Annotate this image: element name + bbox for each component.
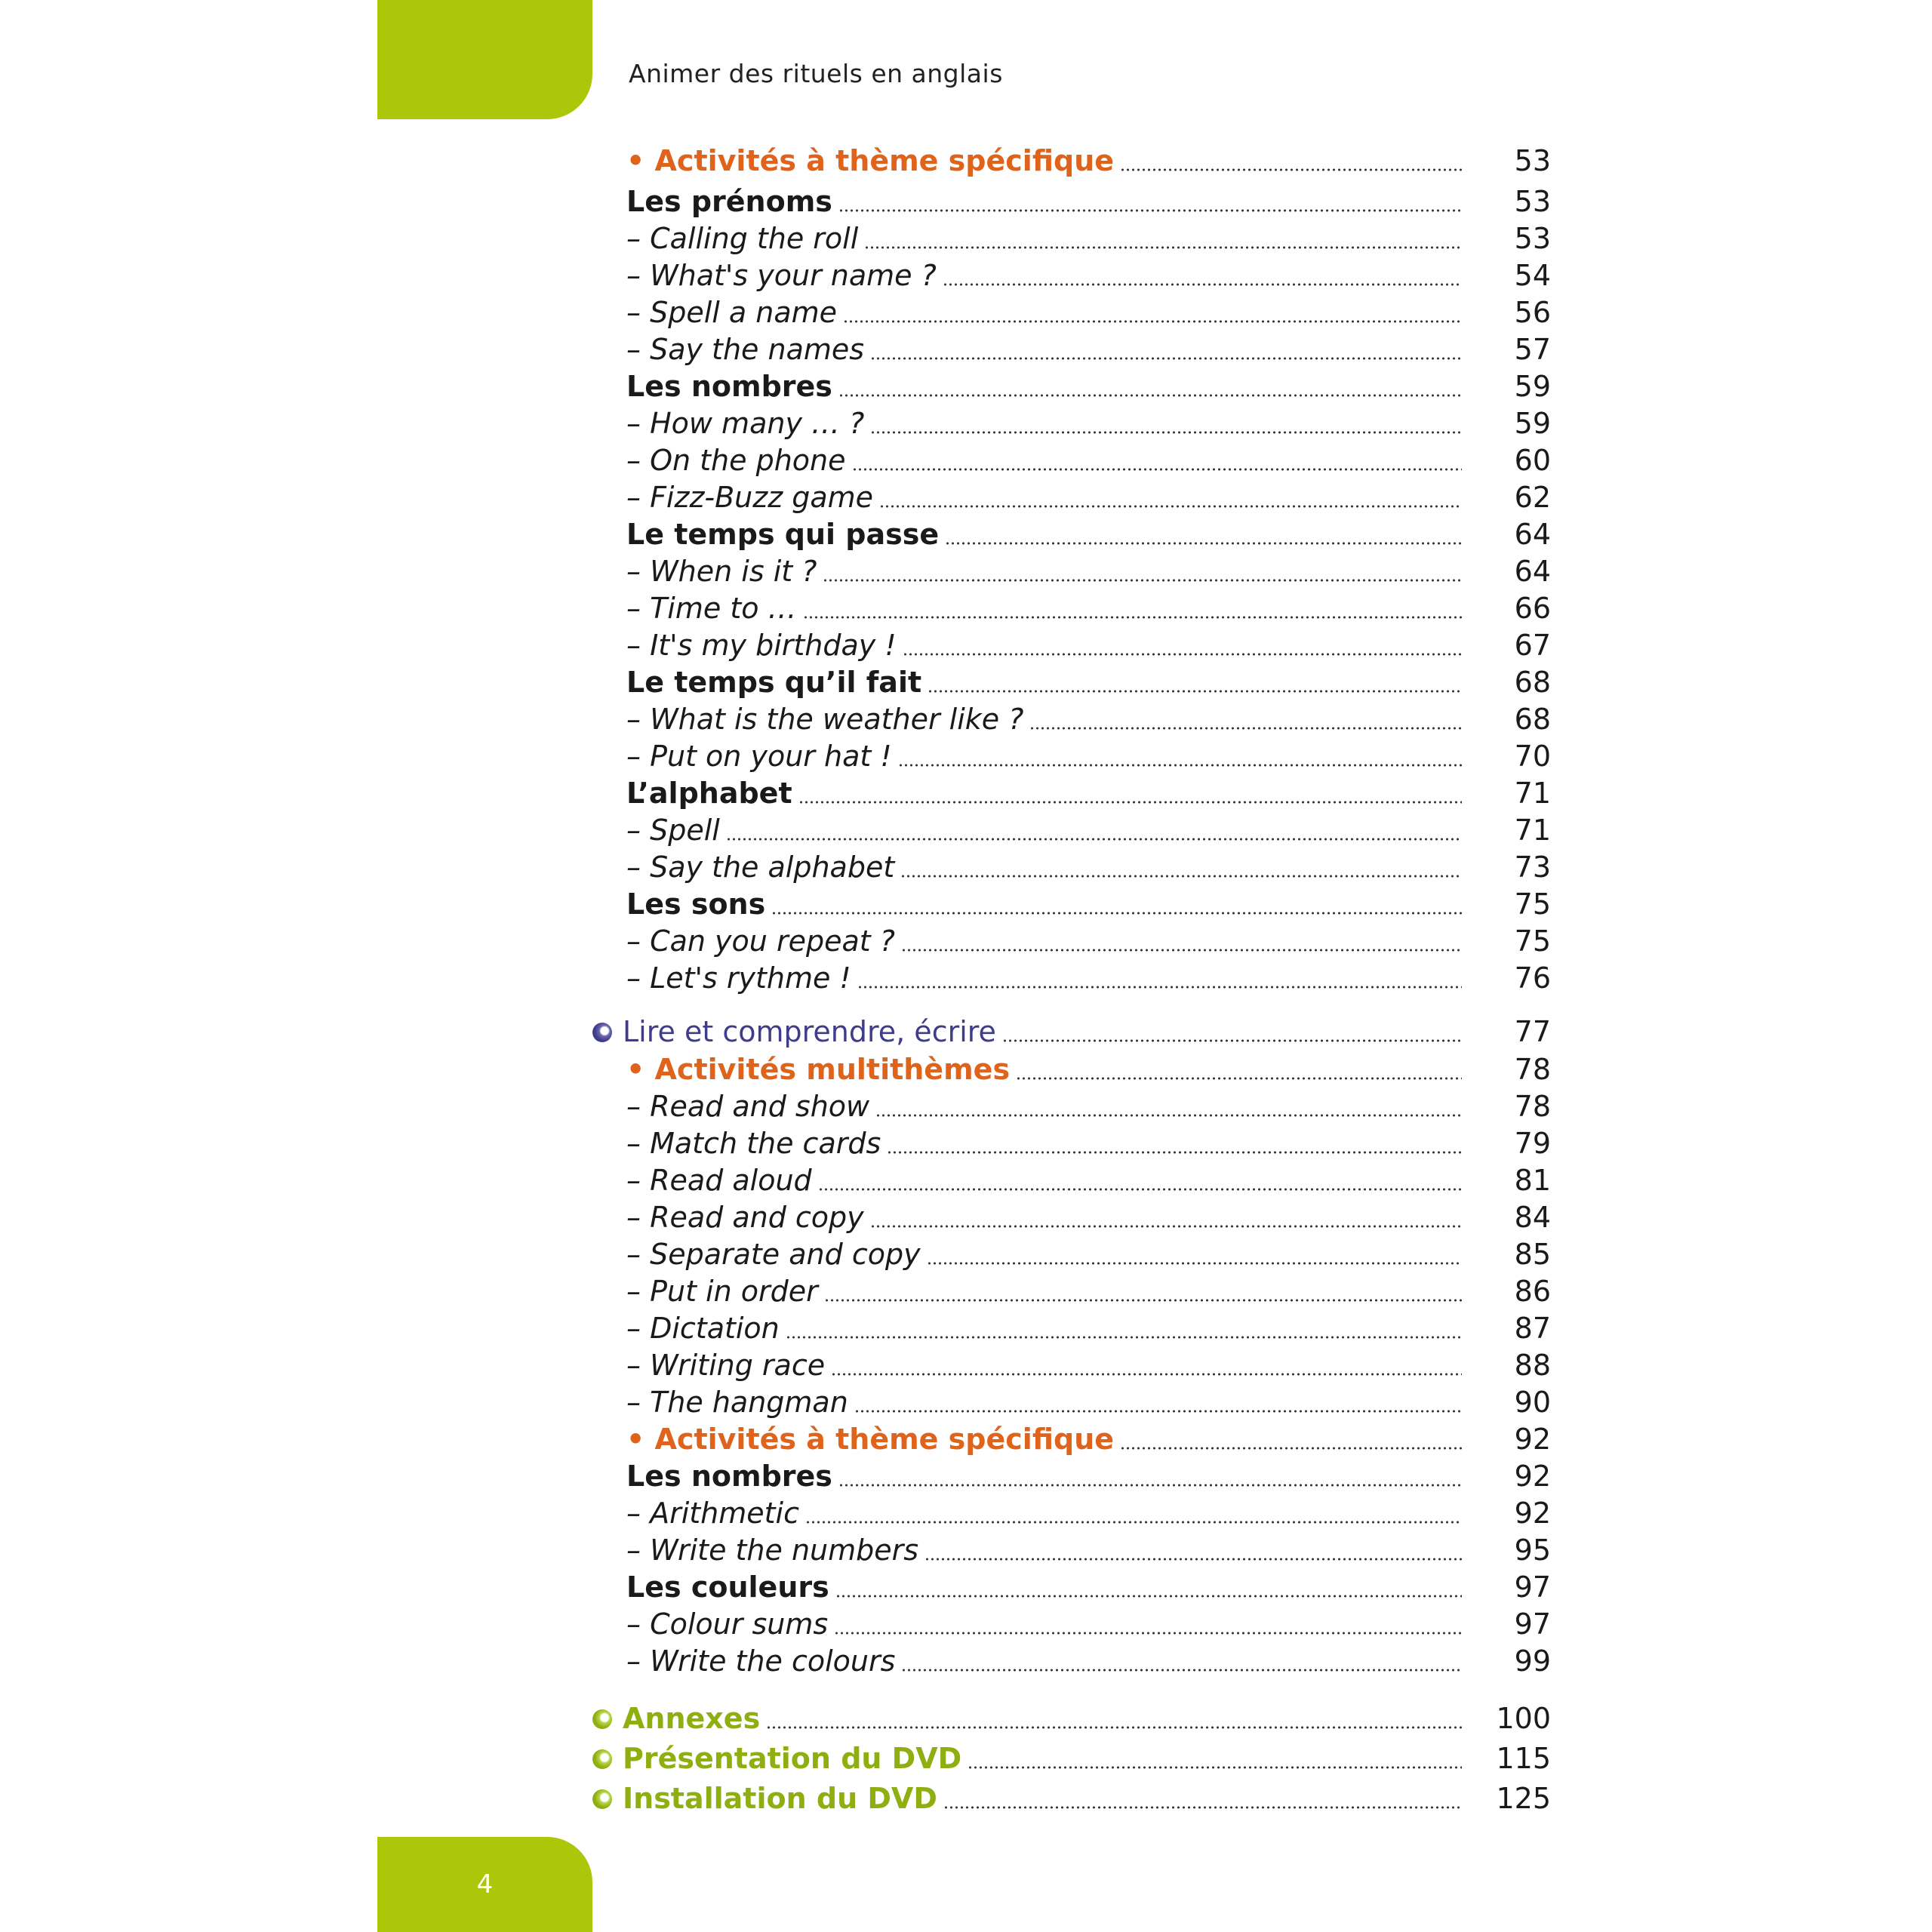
toc-entry-page: 53: [1514, 144, 1551, 177]
toc-entry-page: 54: [1514, 259, 1551, 292]
toc-entry-page: 64: [1514, 555, 1551, 588]
toc-entry-label: – Time to …: [626, 592, 797, 625]
dot-leader: [805, 1521, 1462, 1524]
toc-entry-page: 92: [1514, 1497, 1551, 1530]
dot-leader: [887, 1151, 1462, 1154]
toc-entry-page: 71: [1514, 777, 1551, 810]
toc-entry-label: – Say the names: [626, 333, 865, 366]
toc-entry-page: 79: [1514, 1127, 1551, 1160]
toc-entry-page: 60: [1514, 444, 1551, 477]
dot-leader: [903, 653, 1462, 656]
toc-entry-page: 78: [1514, 1053, 1551, 1086]
toc-entry-page: 125: [1496, 1782, 1551, 1815]
toc-entry-heading[interactable]: [626, 514, 1551, 552]
dot-leader: [838, 394, 1462, 397]
toc-entry-theme[interactable]: [626, 1049, 1551, 1087]
dot-leader: [834, 1632, 1462, 1635]
toc-entry-label: – Match the cards: [626, 1127, 881, 1160]
toc-entry-page: 81: [1514, 1164, 1551, 1197]
dot-leader: [771, 912, 1462, 915]
dot-leader: [766, 1726, 1462, 1729]
toc-entry-annex[interactable]: [623, 1738, 1551, 1776]
annex-bullet-icon: [592, 1709, 612, 1729]
toc-entry-activity[interactable]: [626, 329, 1551, 367]
dot-leader: [864, 246, 1462, 249]
toc-entry-activity[interactable]: [626, 1197, 1551, 1235]
dot-leader: [818, 1188, 1462, 1191]
toc-entry-theme[interactable]: [626, 140, 1551, 178]
toc-entry-label: • Activités à thème spécifique: [626, 1423, 1115, 1456]
dot-leader: [835, 1595, 1462, 1598]
dot-leader: [901, 1669, 1462, 1672]
toc-entry-label: – Read and copy: [626, 1201, 864, 1234]
toc-entry-activity[interactable]: [626, 1308, 1551, 1346]
toc-entry-activity[interactable]: [626, 403, 1551, 441]
toc-entry-page: 87: [1514, 1312, 1551, 1345]
toc-entry-page: 70: [1514, 740, 1551, 773]
toc-entry-activity[interactable]: [626, 1123, 1551, 1161]
dot-leader: [803, 616, 1462, 619]
toc-entry-label: • Activités multithèmes: [626, 1053, 1011, 1086]
toc-entry-page: 95: [1514, 1534, 1551, 1567]
dot-leader: [726, 838, 1462, 841]
toc-entry-activity[interactable]: [626, 255, 1551, 293]
toc-entry-label: Annexes: [623, 1702, 761, 1735]
annex-bullet-icon: [592, 1789, 612, 1809]
toc-entry-label: Installation du DVD: [623, 1782, 937, 1815]
toc-entry-page: 100: [1496, 1702, 1551, 1735]
dot-leader: [928, 690, 1462, 693]
toc-entry-label: – Read aloud: [626, 1164, 812, 1197]
toc-entry-annex[interactable]: [623, 1778, 1551, 1816]
toc-entry-label: – On the phone: [626, 444, 846, 477]
toc-entry-label: – Say the alphabet: [626, 851, 895, 884]
toc-entry-page: 71: [1514, 814, 1551, 847]
dot-leader: [875, 1114, 1462, 1117]
toc-entry-page: 115: [1496, 1742, 1551, 1775]
toc-entry-page: 86: [1514, 1275, 1551, 1308]
toc-entry-activity[interactable]: [626, 958, 1551, 995]
toc-entry-page: 64: [1514, 518, 1551, 551]
dot-leader: [1002, 1039, 1462, 1042]
toc-entry-label: – Spell a name: [626, 296, 838, 329]
toc-entry-label: – The hangman: [626, 1386, 848, 1419]
toc-entry-label: – What's your name ?: [626, 259, 937, 292]
toc-entry-label: – What is the weather like ?: [626, 703, 1024, 736]
toc-entry-label: – Fizz-Buzz game: [626, 481, 874, 514]
dot-leader: [824, 1299, 1462, 1302]
dot-leader: [924, 1558, 1462, 1561]
toc-entry-activity[interactable]: [626, 1345, 1551, 1383]
toc-entry-page: 68: [1514, 666, 1551, 699]
toc-entry-activity[interactable]: [626, 292, 1551, 330]
toc-entry-activity[interactable]: [626, 1493, 1551, 1531]
dot-leader: [843, 320, 1462, 323]
toc-entry-label: – Put in order: [626, 1275, 818, 1308]
dot-leader: [870, 431, 1462, 434]
dot-leader: [838, 209, 1462, 212]
toc-entry-label: – Can you repeat ?: [626, 924, 895, 958]
toc-entry-page: 56: [1514, 296, 1551, 329]
toc-entry-heading[interactable]: [626, 662, 1551, 700]
toc-entry-label: – How many … ?: [626, 407, 865, 440]
dot-leader: [838, 1484, 1462, 1487]
dot-leader: [900, 875, 1462, 878]
toc-entry-activity[interactable]: [626, 1641, 1551, 1678]
toc-entry-activity[interactable]: [626, 847, 1551, 884]
toc-entry-activity[interactable]: [626, 736, 1551, 774]
toc-entry-label: Les nombres: [626, 370, 832, 403]
toc-entry-page: 99: [1514, 1644, 1551, 1678]
toc-entry-label: Le temps qu’il fait: [626, 666, 922, 699]
toc-entry-page: 53: [1514, 185, 1551, 218]
toc-entry-page: 67: [1514, 629, 1551, 662]
toc-entry-heading[interactable]: [626, 1567, 1551, 1604]
toc-entry-page: 73: [1514, 851, 1551, 884]
toc-entry-activity[interactable]: [626, 1604, 1551, 1641]
toc-entry-label: – Writing race: [626, 1349, 826, 1382]
toc-entry-annex[interactable]: [623, 1698, 1551, 1736]
toc-entry-page: 59: [1514, 370, 1551, 403]
toc-entry-label: – Separate and copy: [626, 1238, 921, 1271]
toc-entry-page: 92: [1514, 1423, 1551, 1456]
toc-entry-label: Les sons: [626, 888, 766, 921]
toc-entry-heading[interactable]: [626, 181, 1551, 219]
toc-entry-label: Présentation du DVD: [623, 1742, 962, 1775]
toc-entry-page: 97: [1514, 1607, 1551, 1641]
toc-entry-page: 97: [1514, 1571, 1551, 1604]
toc-entry-page: 90: [1514, 1386, 1551, 1419]
top-color-tab: [377, 0, 592, 119]
toc-entry-page: 85: [1514, 1238, 1551, 1271]
toc-entry-label: – Write the numbers: [626, 1534, 919, 1567]
toc-entry-page: 75: [1514, 888, 1551, 921]
toc-entry-label: Les prénoms: [626, 185, 832, 218]
toc-entry-label: – Spell: [626, 814, 720, 847]
toc-entry-activity[interactable]: [626, 588, 1551, 626]
running-header: Animer des rituels en anglais: [629, 59, 1003, 88]
dot-leader: [968, 1766, 1462, 1769]
toc-entry-label: – Calling the roll: [626, 222, 859, 255]
dot-leader: [852, 468, 1462, 471]
toc-entry-activity[interactable]: [626, 1271, 1551, 1309]
toc-entry-page: 66: [1514, 592, 1551, 625]
dot-leader: [1016, 1077, 1462, 1080]
toc-entry-activity[interactable]: [626, 921, 1551, 958]
toc-entry-label: Les couleurs: [626, 1571, 829, 1604]
dot-leader: [798, 801, 1462, 804]
toc-entry-activity[interactable]: [626, 699, 1551, 737]
toc-entry-page: 84: [1514, 1201, 1551, 1234]
toc-entry-page: 68: [1514, 703, 1551, 736]
toc-entry-label: – Dictation: [626, 1312, 780, 1345]
toc-entry-theme[interactable]: [626, 1419, 1551, 1457]
toc-entry-label: • Activités à thème spécifique: [626, 144, 1115, 177]
toc-entry-page: 76: [1514, 961, 1551, 995]
dot-leader: [943, 283, 1462, 286]
toc-entry-activity[interactable]: [626, 1086, 1551, 1124]
dot-leader: [943, 1806, 1462, 1809]
toc-entry-label: – Arithmetic: [626, 1497, 799, 1530]
toc-entry-activity[interactable]: [626, 1530, 1551, 1567]
dot-leader: [927, 1262, 1462, 1265]
toc-entry-activity[interactable]: [626, 625, 1551, 663]
toc-entry-activity[interactable]: [626, 218, 1551, 256]
toc-entry-label: – Colour sums: [626, 1607, 829, 1641]
section-bullet-icon: [592, 1023, 612, 1042]
toc-entry-label: L’alphabet: [626, 777, 792, 810]
toc-entry-page: 77: [1514, 1015, 1551, 1048]
toc-entry-activity[interactable]: [626, 440, 1551, 478]
toc-entry-page: 88: [1514, 1349, 1551, 1382]
dot-leader: [857, 986, 1462, 989]
toc-entry-label: Le temps qui passe: [626, 518, 940, 551]
dot-leader: [823, 579, 1462, 582]
dot-leader: [854, 1410, 1462, 1413]
toc-entry-heading[interactable]: [626, 884, 1551, 921]
toc-entry-activity[interactable]: [626, 1234, 1551, 1272]
dot-leader: [1120, 1447, 1462, 1450]
annex-bullet-icon: [592, 1749, 612, 1769]
toc-entry-activity[interactable]: [626, 810, 1551, 848]
dot-leader: [879, 505, 1462, 508]
toc-entry-activity[interactable]: [626, 477, 1551, 515]
dot-leader: [1120, 168, 1462, 171]
toc-entry-page: 57: [1514, 333, 1551, 366]
toc-entry-label: – Write the colours: [626, 1644, 896, 1678]
toc-entry-activity[interactable]: [626, 551, 1551, 589]
toc-entry-heading[interactable]: [626, 366, 1551, 404]
toc-entry-activity[interactable]: [626, 1382, 1551, 1420]
dot-leader: [945, 542, 1462, 545]
toc-entry-heading[interactable]: [626, 773, 1551, 811]
dot-leader: [870, 357, 1462, 360]
toc-entry-section[interactable]: [623, 1011, 1551, 1049]
dot-leader: [898, 764, 1462, 767]
toc-entry-page: 78: [1514, 1090, 1551, 1123]
toc-entry-page: 75: [1514, 924, 1551, 958]
toc-entry-label: – When is it ?: [626, 555, 817, 588]
toc-entry-label: Les nombres: [626, 1460, 832, 1493]
toc-entry-heading[interactable]: [626, 1456, 1551, 1494]
toc-entry-label: – Read and show: [626, 1090, 870, 1123]
toc-entry-label: – Let's rythme !: [626, 961, 851, 995]
dot-leader: [831, 1373, 1462, 1376]
dot-leader: [1029, 727, 1462, 730]
toc-entry-page: 92: [1514, 1460, 1551, 1493]
toc-entry-page: 59: [1514, 407, 1551, 440]
dot-leader: [870, 1225, 1462, 1228]
page-number: 4: [476, 1869, 494, 1900]
toc-entry-activity[interactable]: [626, 1160, 1551, 1198]
dot-leader: [901, 949, 1462, 952]
toc-entry-page: 53: [1514, 222, 1551, 255]
toc-entry-label: Lire et comprendre, écrire: [623, 1015, 996, 1048]
toc-entry-label: – It's my birthday !: [626, 629, 897, 662]
toc-entry-label: – Put on your hat !: [626, 740, 892, 773]
toc-entry-page: 62: [1514, 481, 1551, 514]
dot-leader: [786, 1336, 1462, 1339]
